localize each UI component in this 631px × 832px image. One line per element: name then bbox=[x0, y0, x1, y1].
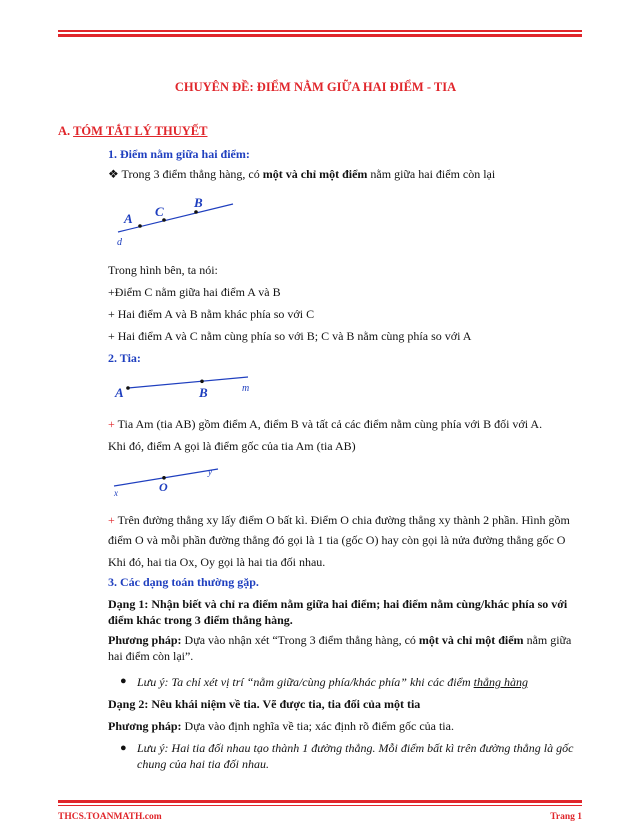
point-b bbox=[194, 210, 198, 214]
type-1-heading: Dạng 1: Nhận biết và chỉ ra điểm nằm giữa hai điểm; hai điểm nằm cùng/khác phía so với điểm khác trong 3 điểm thẳng hàng. bbox=[108, 597, 568, 627]
opposite-line-2: điểm O và mỗi phần đường thẳng đó gọi là 1 tia (gốc O) hay còn gọi là nửa đường thẳng gốc O bbox=[108, 533, 566, 547]
footer-rule-thin bbox=[58, 805, 582, 806]
label-o: O bbox=[159, 480, 168, 494]
point-a bbox=[138, 224, 142, 228]
heading-ray: 2. Tia: bbox=[108, 351, 141, 365]
section-a-heading: A. TÓM TẮT LÝ THUYẾT bbox=[58, 124, 208, 138]
label-d: d bbox=[117, 237, 122, 248]
ray-origin: Khi đó, điểm A gọi là điểm gốc của tia Am (tia AB) bbox=[108, 439, 356, 453]
bullet-icon: ● bbox=[120, 742, 127, 754]
ray-definition: + Tia Am (tia AB) gồm điểm A, điểm B và tất cả các điểm nằm cùng phía với B đối với A. bbox=[108, 417, 543, 431]
label-a: A bbox=[115, 385, 124, 400]
page-number: Trang 1 bbox=[550, 812, 582, 822]
rule-between: ❖ Trong 3 điểm thẳng hàng, có một và chỉ một điểm nằm giữa hai điểm còn lại bbox=[108, 167, 496, 181]
note-2: Lưu ý: Hai tia đối nhau tạo thành 1 đường thẳng. Mỗi điểm bất kì trên đường thẳng là gốc chung của hai tia đối nhau. bbox=[137, 741, 574, 771]
type-2-heading: Dạng 2: Nêu khái niệm về tia. Vẽ được tia, tia đối của một tia bbox=[108, 697, 421, 711]
point-a bbox=[126, 386, 130, 390]
say-3: + Hai điểm A và C nằm cùng phía so với B; C và B nằm cùng phía so với A bbox=[108, 329, 472, 343]
point-b bbox=[200, 380, 204, 384]
figure-between-points bbox=[108, 190, 248, 250]
say-intro: Trong hình bên, ta nói: bbox=[108, 263, 218, 277]
figure-ray bbox=[108, 372, 258, 402]
ray-am bbox=[128, 377, 248, 388]
opposite-line-1: + Trên đường thẳng xy lấy điểm O bất kì. Điểm O chia đường thẳng xy thành 2 phần. Hình gồm bbox=[108, 513, 570, 527]
line-d bbox=[118, 204, 233, 232]
heading-between-points: 1. Điểm nằm giữa hai điểm: bbox=[108, 147, 250, 161]
footer-site-link[interactable]: THCS.TOANMATH.com bbox=[58, 812, 162, 822]
label-a: A bbox=[124, 211, 133, 226]
say-2: + Hai điểm A và B nằm khác phía so với C bbox=[108, 307, 315, 321]
footer-rule bbox=[58, 800, 582, 803]
label-x: x bbox=[114, 488, 118, 498]
note-1: Lưu ý: Ta chỉ xét vị trí “nằm giữa/cùng phía/khác phía” khi các điểm thẳng hàng bbox=[137, 675, 528, 689]
method-1: Phương pháp: Dựa vào nhận xét “Trong 3 điểm thẳng hàng, có một và chỉ một điểm nằm giữa hai điểm còn lại”. bbox=[108, 633, 572, 663]
label-c: C bbox=[155, 204, 164, 219]
header-rule bbox=[58, 30, 582, 32]
figure-opposite-rays bbox=[108, 462, 228, 502]
opposite-line-3: Khi đó, hai tia Ox, Oy gọi là hai tia đối nhau. bbox=[108, 555, 326, 569]
bullet-icon: ● bbox=[120, 675, 127, 687]
method-2: Phương pháp: Dựa vào định nghĩa về tia; xác định rõ điểm gốc của tia. bbox=[108, 719, 454, 733]
heading-problem-types: 3. Các dạng toán thường gặp. bbox=[108, 575, 259, 589]
label-b: B bbox=[194, 195, 203, 210]
page-title: CHUYÊN ĐỀ: ĐIỂM NẰM GIỮA HAI ĐIỂM - TIA bbox=[174, 80, 457, 94]
label-b: B bbox=[199, 385, 208, 400]
label-y: y bbox=[208, 467, 212, 477]
opposite-rays-text bbox=[108, 512, 580, 570]
label-m: m bbox=[242, 383, 250, 394]
say-1: +Điểm C nằm giữa hai điểm A và B bbox=[108, 285, 281, 299]
header-rule-thick bbox=[58, 34, 582, 37]
